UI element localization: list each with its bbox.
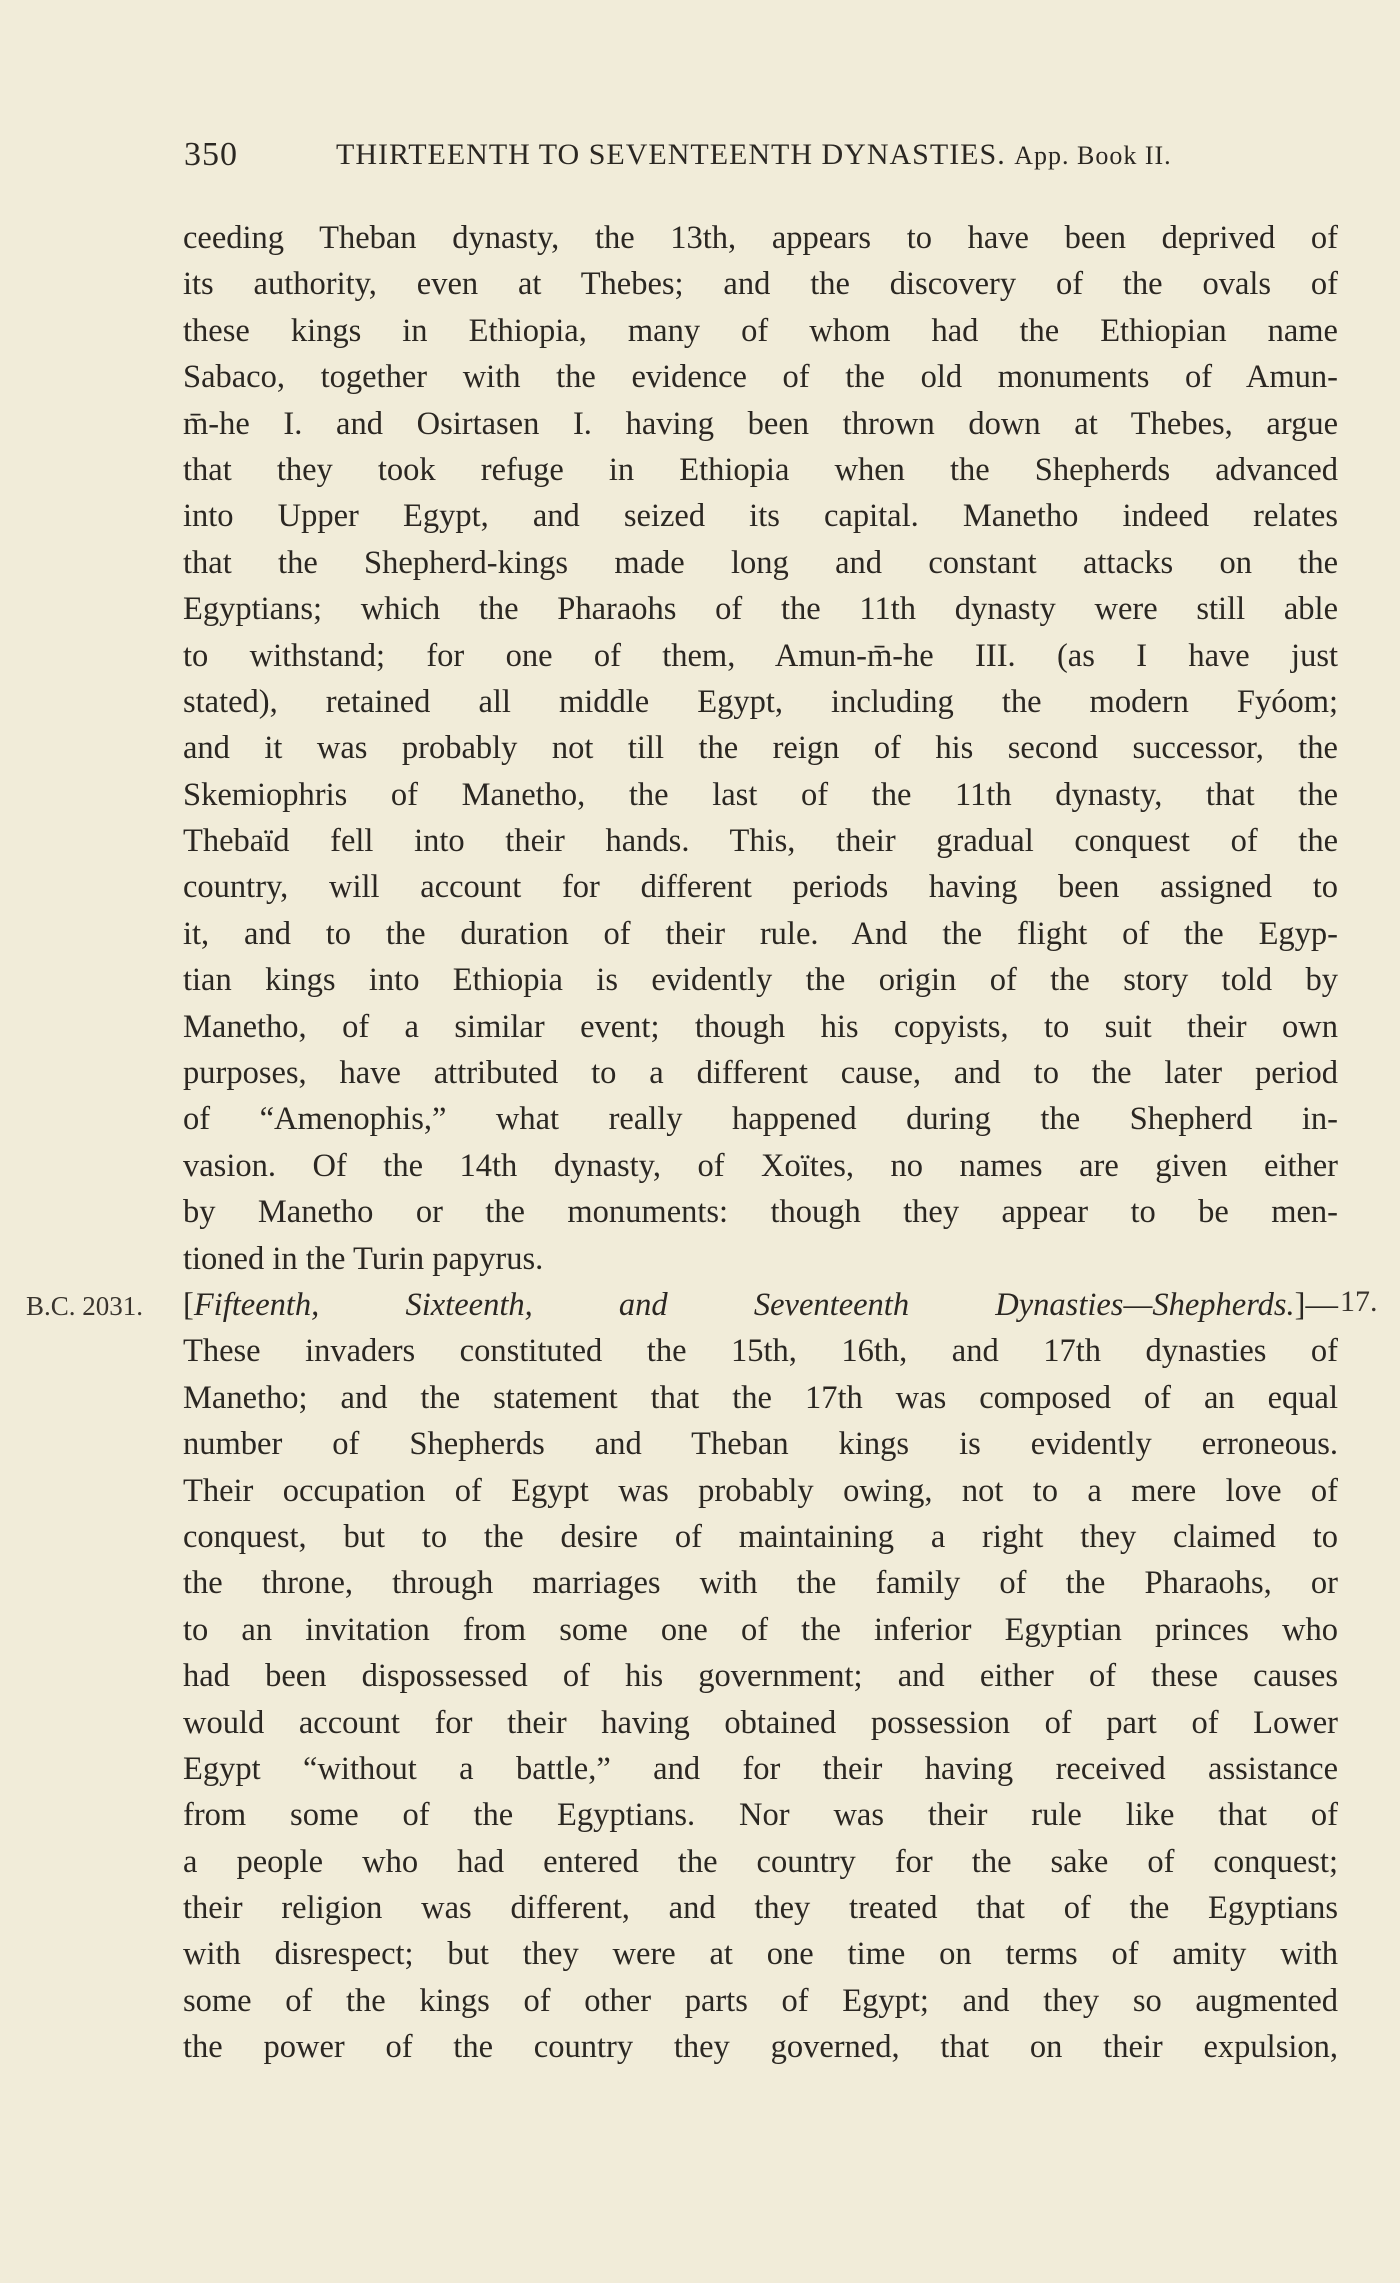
text-line: to withstand; for one of them, Amun-m̄-he III. (as I have just [183,637,1338,674]
margin-date: B.C. 2031. [26,1291,144,1321]
text-line: Manetho; and the statement that the 17th was composed of an equal [183,1379,1338,1416]
text-line: that the Shepherd-kings made long and constant attacks on the [183,544,1338,581]
text-line: tian kings into Ethiopia is evidently the origin of the story told by [183,962,1338,999]
text-line: country, will account for different periods having been assigned to [183,869,1338,906]
text-line: the throne, through marriages with the family of the Pharaohs, or [183,1565,1338,1602]
text-line: Skemiophris of Manetho, the last of the 11th dynasty, that the [183,776,1338,813]
heading-open: [ [183,1286,194,1323]
page-number: 350 [184,136,238,173]
text-line: stated), retained all middle Egypt, including the modern Fyóom; [183,683,1338,720]
text-line: by Manetho or the monuments: though they appear to be men- [183,1194,1338,1231]
margin-number: 17. [1340,1285,1378,1318]
text-line: conquest, but to the desire of maintaining a right they claimed to [183,1518,1338,1555]
text-line: these kings in Ethiopia, many of whom had the Ethiopian name [183,312,1338,349]
text-line: their religion was different, and they treated that of the Egyptians [183,1890,1338,1927]
text-line: Egyptians; which the Pharaohs of the 11th dynasty were still able [183,591,1338,628]
body-text [183,215,1338,2071]
running-title [336,138,1172,172]
text-line: m̄-he I. and Osirtasen I. having been thrown down at Thebes, argue [183,405,1338,442]
text-line: would account for their having obtained possession of part of Lower [183,1704,1338,1741]
text-line: Thebaïd fell into their hands. This, their gradual conquest of the [183,823,1338,860]
text-line: had been dispossessed of his government; and either of these causes [183,1658,1338,1695]
text-line: a people who had entered the country for the sake of conquest; [183,1843,1338,1880]
heading-close: ]— [1294,1286,1338,1323]
text-line: ceeding Theban dynasty, the 13th, appears to have been deprived of [183,220,1338,256]
text-line: Manetho, of a similar event; though his copyists, to suit their own [183,1008,1338,1045]
text-line: the power of the country they governed, that on their expulsion, [183,2029,1338,2066]
text-line: and it was probably not till the reign of his second successor, the [183,730,1338,767]
page-header [176,136,1338,186]
text-line: number of Shepherds and Theban kings is evidently erroneous. [183,1426,1338,1463]
text-line: tioned in the Turin papyrus. [183,1240,544,1277]
text-line: Sabaco, together with the evidence of the old monuments of Amun- [183,359,1338,396]
text-line: Egypt “without a battle,” and for their having received assistance [183,1750,1338,1787]
text-line: vasion. Of the 14th dynasty, of Xoïtes, no names are given either [183,1147,1338,1184]
paragraph-2 [183,1282,1338,2071]
running-title-text: THIRTEENTH TO SEVENTEENTH DYNASTIES. [336,138,1006,171]
section-heading [183,1282,1338,1328]
text-line: purposes, have attributed to a different cause, and to the later period [183,1055,1338,1092]
text-line: Their occupation of Egypt was probably owing, not to a mere love of [183,1472,1338,1509]
text-line: from some of the Egyptians. Nor was their rule like that of [183,1797,1338,1834]
text-line: into Upper Egypt, and seized its capital. Manetho indeed relates [183,498,1338,535]
paragraph-1 [183,215,1338,1282]
text-line: with disrespect; but they were at one time on terms of amity with [183,1936,1338,1973]
text-line: it, and to the duration of their rule. And the flight of the Egyp- [183,915,1338,952]
heading-italic: Fifteenth, Sixteenth, and Seventeenth Dynasties—Shepherds. [193,1286,1295,1323]
text-line: its authority, even at Thebes; and the discovery of the ovals of [183,266,1338,303]
text-line: that they took refuge in Ethiopia when the Shepherds advanced [183,451,1338,488]
text-line: of “Amenophis,” what really happened during the Shepherd in- [183,1101,1338,1138]
text-line: to an invitation from some one of the inferior Egyptian princes who [183,1611,1338,1648]
text-line: These invaders constituted the 15th, 16th, and 17th dynasties of [183,1333,1338,1370]
text-line: some of the kings of other parts of Egypt; and they so augmented [183,1982,1338,2019]
running-title-section: App. Book II. [1014,141,1172,170]
